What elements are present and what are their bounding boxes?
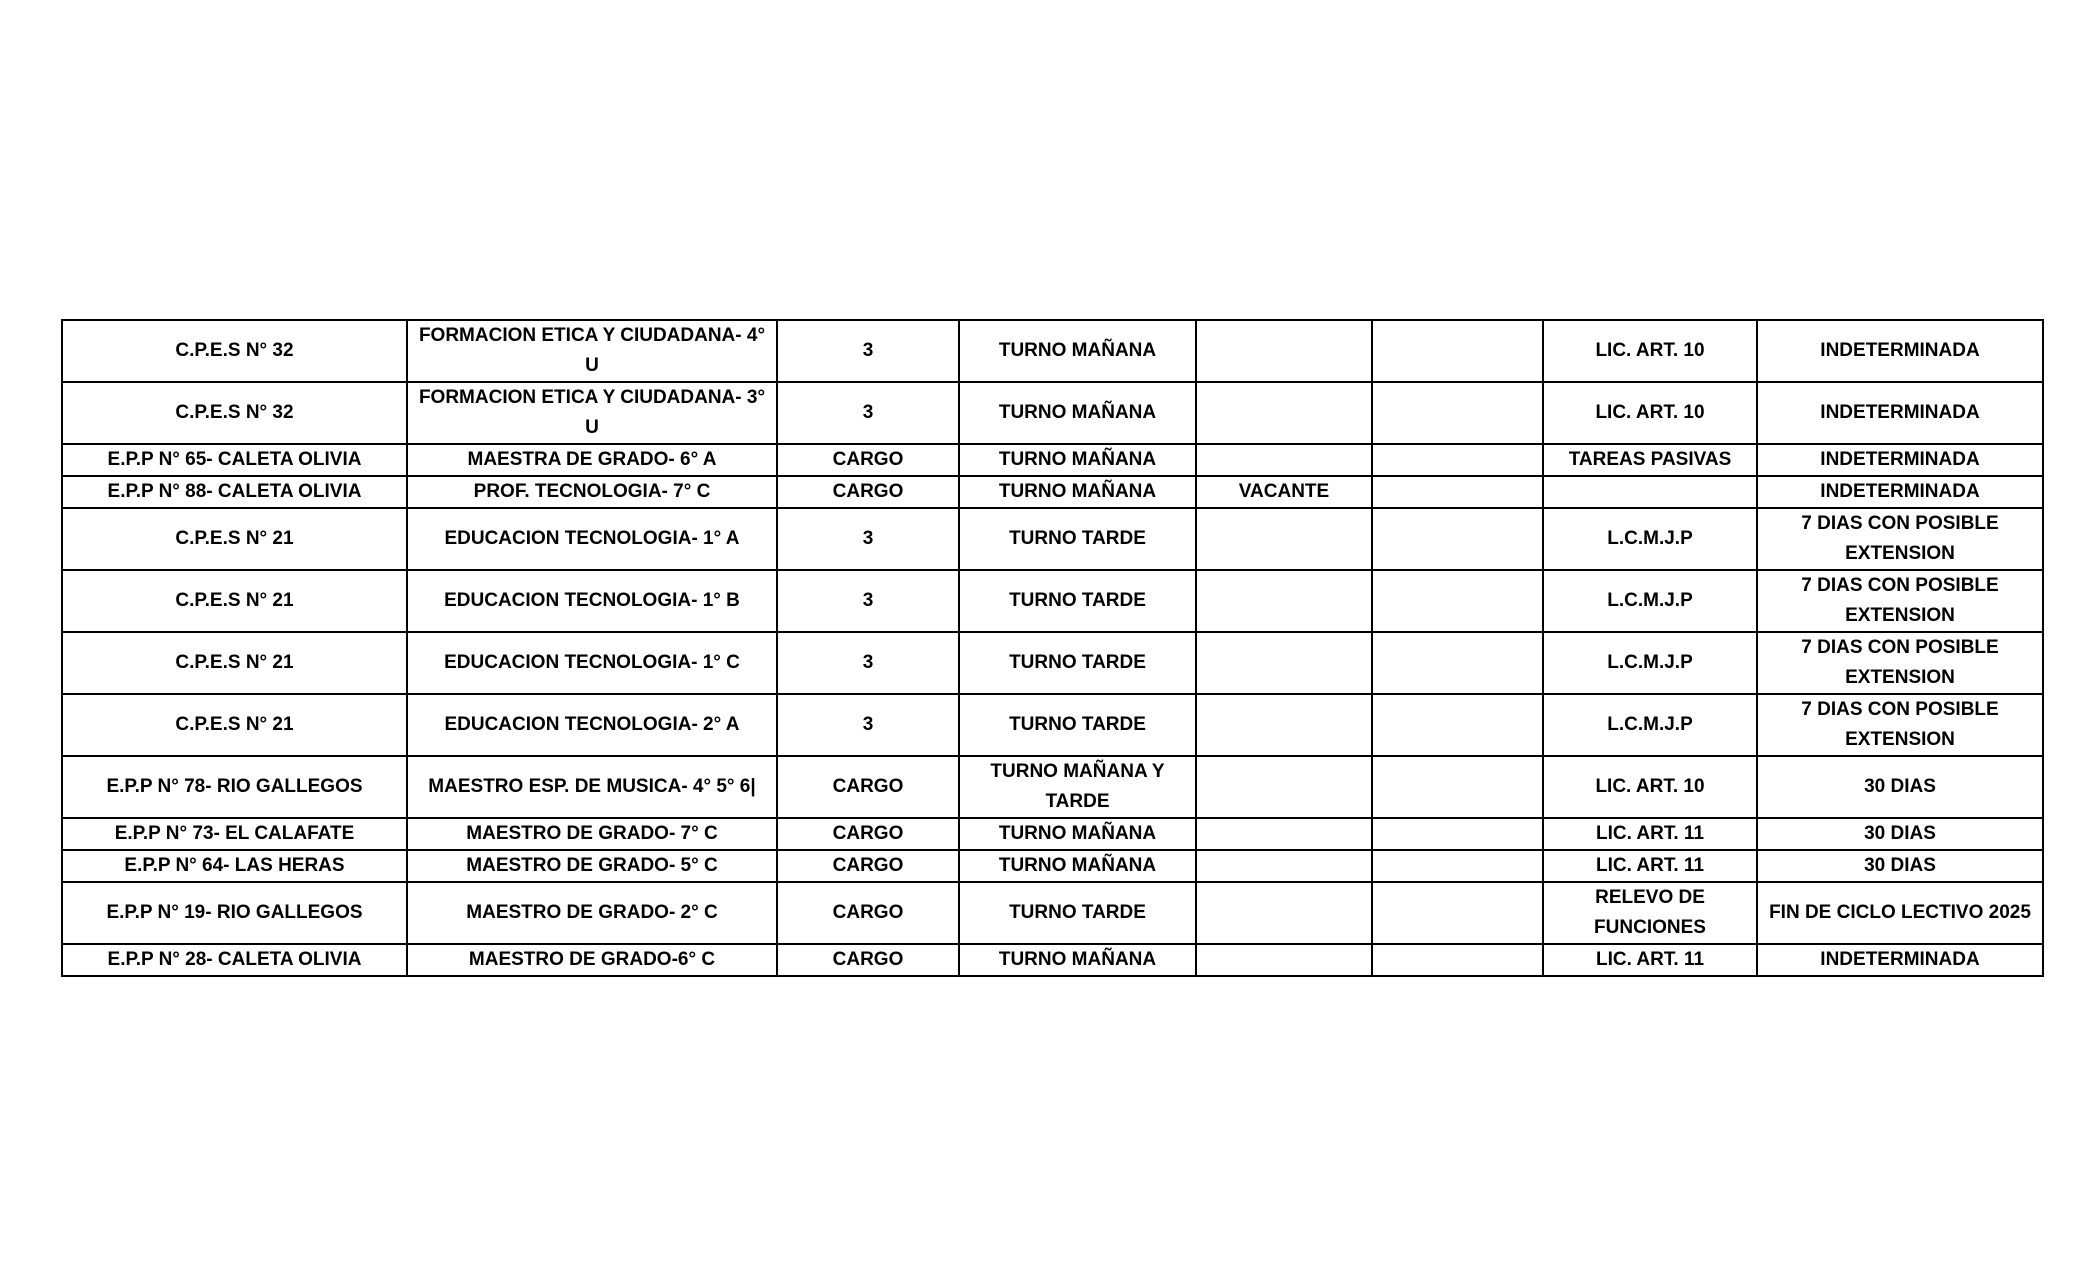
- subject-cell: EDUCACION TECNOLOGIA- 1° C: [407, 632, 777, 694]
- extra-cell: [1372, 320, 1543, 382]
- subject-cell: EDUCACION TECNOLOGIA- 2° A: [407, 694, 777, 756]
- status-cell: [1196, 320, 1372, 382]
- duration-cell: INDETERMINADA: [1757, 320, 2043, 382]
- reason-cell: LIC. ART. 11: [1543, 818, 1757, 850]
- status-cell: [1196, 850, 1372, 882]
- duration-cell: 7 DIAS CON POSIBLE EXTENSION: [1757, 694, 2043, 756]
- table-body: [62, 320, 2043, 976]
- table-row: [62, 444, 2043, 476]
- shift-cell: TURNO MAÑANA: [959, 476, 1196, 508]
- reason-cell: L.C.M.J.P: [1543, 570, 1757, 632]
- extra-cell: [1372, 632, 1543, 694]
- school-cell: C.P.E.S N° 21: [62, 508, 407, 570]
- school-cell: C.P.E.S N° 21: [62, 570, 407, 632]
- subject-cell: PROF. TECNOLOGIA- 7° C: [407, 476, 777, 508]
- school-cell: E.P.P N° 88- CALETA OLIVIA: [62, 476, 407, 508]
- subject-cell: FORMACION ETICA Y CIUDADANA- 3° U: [407, 382, 777, 444]
- duration-cell: INDETERMINADA: [1757, 476, 2043, 508]
- table-row: [62, 694, 2043, 756]
- school-cell: C.P.E.S N° 32: [62, 320, 407, 382]
- status-cell: [1196, 444, 1372, 476]
- hours-cell: 3: [777, 570, 959, 632]
- shift-cell: TURNO MAÑANA: [959, 444, 1196, 476]
- extra-cell: [1372, 882, 1543, 944]
- reason-cell: LIC. ART. 11: [1543, 944, 1757, 976]
- status-cell: VACANTE: [1196, 476, 1372, 508]
- duration-cell: 30 DIAS: [1757, 756, 2043, 818]
- school-cell: E.P.P N° 19- RIO GALLEGOS: [62, 882, 407, 944]
- reason-cell: RELEVO DE FUNCIONES: [1543, 882, 1757, 944]
- status-cell: [1196, 694, 1372, 756]
- table-row: [62, 382, 2043, 444]
- table-row: [62, 882, 2043, 944]
- extra-cell: [1372, 476, 1543, 508]
- duration-cell: INDETERMINADA: [1757, 944, 2043, 976]
- hours-cell: 3: [777, 694, 959, 756]
- subject-cell: MAESTRO DE GRADO-6° C: [407, 944, 777, 976]
- school-cell: C.P.E.S N° 21: [62, 694, 407, 756]
- reason-cell: L.C.M.J.P: [1543, 632, 1757, 694]
- hours-cell: CARGO: [777, 444, 959, 476]
- duration-cell: 30 DIAS: [1757, 850, 2043, 882]
- table-row: [62, 570, 2043, 632]
- shift-cell: TURNO MAÑANA: [959, 818, 1196, 850]
- extra-cell: [1372, 756, 1543, 818]
- extra-cell: [1372, 850, 1543, 882]
- hours-cell: 3: [777, 320, 959, 382]
- reason-cell: TAREAS PASIVAS: [1543, 444, 1757, 476]
- extra-cell: [1372, 444, 1543, 476]
- shift-cell: TURNO MAÑANA Y TARDE: [959, 756, 1196, 818]
- extra-cell: [1372, 944, 1543, 976]
- table-row: [62, 632, 2043, 694]
- reason-cell: LIC. ART. 10: [1543, 382, 1757, 444]
- hours-cell: CARGO: [777, 818, 959, 850]
- duration-cell: FIN DE CICLO LECTIVO 2025: [1757, 882, 2043, 944]
- school-cell: C.P.E.S N° 32: [62, 382, 407, 444]
- status-cell: [1196, 756, 1372, 818]
- table-row: [62, 508, 2043, 570]
- school-cell: E.P.P N° 73- EL CALAFATE: [62, 818, 407, 850]
- hours-cell: CARGO: [777, 756, 959, 818]
- subject-cell: FORMACION ETICA Y CIUDADANA- 4° U: [407, 320, 777, 382]
- subject-cell: EDUCACION TECNOLOGIA- 1° A: [407, 508, 777, 570]
- reason-cell: [1543, 476, 1757, 508]
- duration-cell: 7 DIAS CON POSIBLE EXTENSION: [1757, 570, 2043, 632]
- duration-cell: INDETERMINADA: [1757, 382, 2043, 444]
- school-cell: E.P.P N° 28- CALETA OLIVIA: [62, 944, 407, 976]
- table-row: [62, 818, 2043, 850]
- extra-cell: [1372, 818, 1543, 850]
- status-cell: [1196, 570, 1372, 632]
- hours-cell: CARGO: [777, 850, 959, 882]
- shift-cell: TURNO MAÑANA: [959, 850, 1196, 882]
- extra-cell: [1372, 508, 1543, 570]
- hours-cell: 3: [777, 508, 959, 570]
- hours-cell: CARGO: [777, 476, 959, 508]
- shift-cell: TURNO MAÑANA: [959, 320, 1196, 382]
- subject-cell: MAESTRO DE GRADO- 7° C: [407, 818, 777, 850]
- school-cell: C.P.E.S N° 21: [62, 632, 407, 694]
- reason-cell: L.C.M.J.P: [1543, 508, 1757, 570]
- extra-cell: [1372, 694, 1543, 756]
- extra-cell: [1372, 382, 1543, 444]
- shift-cell: TURNO TARDE: [959, 694, 1196, 756]
- school-cell: E.P.P N° 64- LAS HERAS: [62, 850, 407, 882]
- hours-cell: 3: [777, 632, 959, 694]
- reason-cell: LIC. ART. 10: [1543, 320, 1757, 382]
- shift-cell: TURNO TARDE: [959, 508, 1196, 570]
- shift-cell: TURNO TARDE: [959, 882, 1196, 944]
- hours-cell: 3: [777, 382, 959, 444]
- status-cell: [1196, 818, 1372, 850]
- reason-cell: L.C.M.J.P: [1543, 694, 1757, 756]
- subject-cell: MAESTRA DE GRADO- 6° A: [407, 444, 777, 476]
- duration-cell: INDETERMINADA: [1757, 444, 2043, 476]
- shift-cell: TURNO MAÑANA: [959, 944, 1196, 976]
- subject-cell: MAESTRO DE GRADO- 5° C: [407, 850, 777, 882]
- school-cell: E.P.P N° 65- CALETA OLIVIA: [62, 444, 407, 476]
- shift-cell: TURNO MAÑANA: [959, 382, 1196, 444]
- duration-cell: 30 DIAS: [1757, 818, 2043, 850]
- table-row: [62, 944, 2043, 976]
- vacancy-table: [61, 319, 2044, 977]
- school-cell: E.P.P N° 78- RIO GALLEGOS: [62, 756, 407, 818]
- status-cell: [1196, 632, 1372, 694]
- hours-cell: CARGO: [777, 944, 959, 976]
- extra-cell: [1372, 570, 1543, 632]
- hours-cell: CARGO: [777, 882, 959, 944]
- status-cell: [1196, 944, 1372, 976]
- table-row: [62, 756, 2043, 818]
- subject-cell: EDUCACION TECNOLOGIA- 1° B: [407, 570, 777, 632]
- duration-cell: 7 DIAS CON POSIBLE EXTENSION: [1757, 632, 2043, 694]
- status-cell: [1196, 882, 1372, 944]
- table-row: [62, 320, 2043, 382]
- shift-cell: TURNO TARDE: [959, 570, 1196, 632]
- status-cell: [1196, 382, 1372, 444]
- duration-cell: 7 DIAS CON POSIBLE EXTENSION: [1757, 508, 2043, 570]
- table-row: [62, 476, 2043, 508]
- reason-cell: LIC. ART. 11: [1543, 850, 1757, 882]
- status-cell: [1196, 508, 1372, 570]
- table-row: [62, 850, 2043, 882]
- shift-cell: TURNO TARDE: [959, 632, 1196, 694]
- subject-cell: MAESTRO ESP. DE MUSICA- 4° 5° 6|: [407, 756, 777, 818]
- subject-cell: MAESTRO DE GRADO- 2° C: [407, 882, 777, 944]
- reason-cell: LIC. ART. 10: [1543, 756, 1757, 818]
